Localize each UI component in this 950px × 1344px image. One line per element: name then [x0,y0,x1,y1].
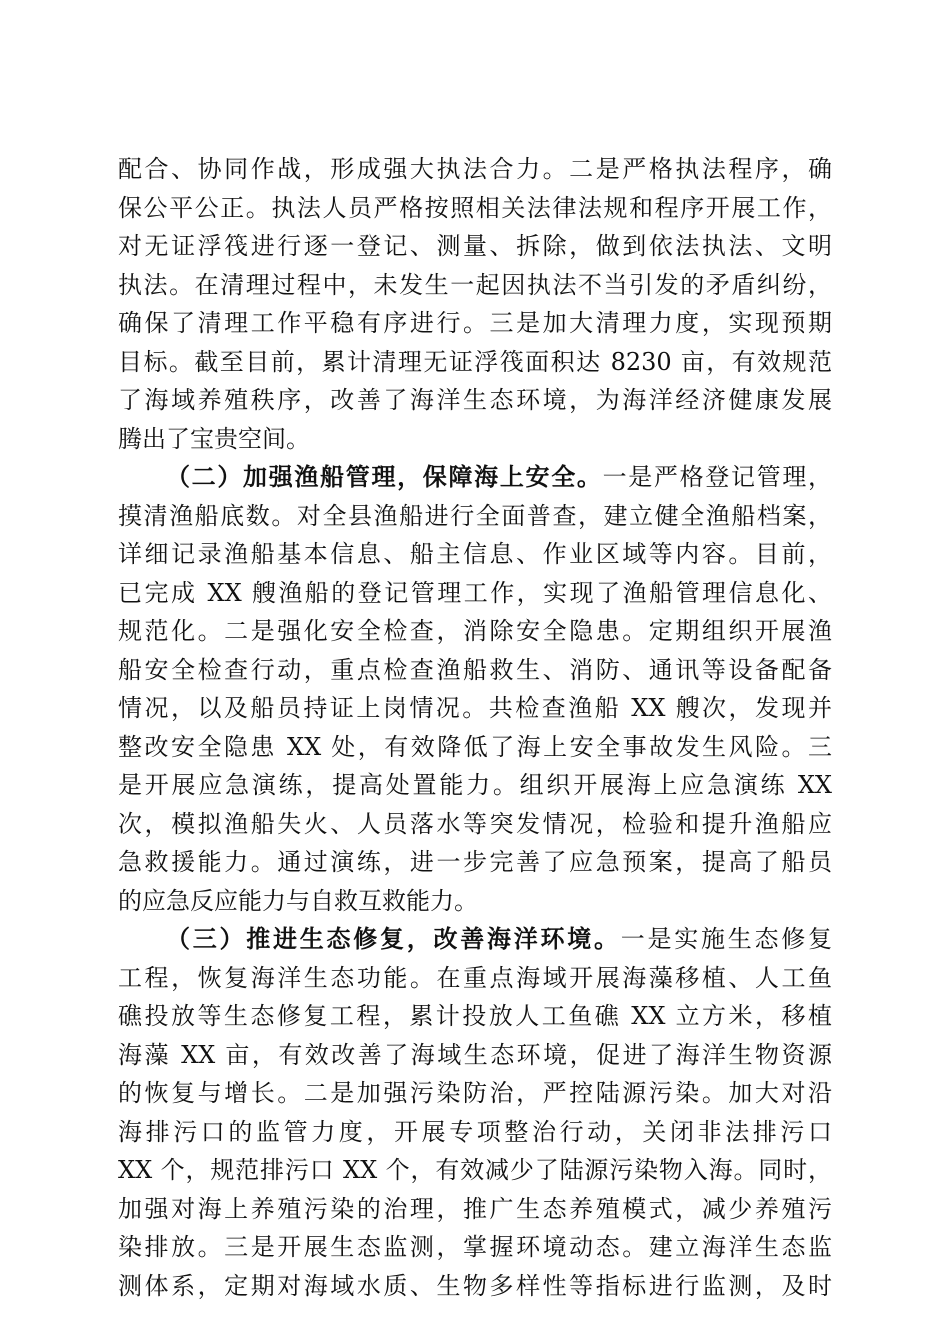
section-first-line [118,458,832,497]
text-line: 急救援能力。通过演练，进一步完善了应急预案，提高了船员 [118,848,832,876]
text-line: 染排放。三是开展生态监测，掌握环境动态。建立海洋生态监 [118,1233,832,1261]
section-first-line [118,920,832,959]
text-line: 对无证浮筏进行逐一登记、测量、拆除，做到依法执法、文明 [118,232,832,260]
text-line: 整改安全隐患 XX 处，有效降低了海上安全事故发生风险。三 [118,732,832,761]
section-fishing-boat-management [118,458,832,920]
text-line: 目标。截至目前，累计清理无证浮筏面积达 8230 亩，有效规范 [118,347,832,376]
text-line: 确保了清理工作平稳有序进行。三是加大清理力度，实现预期 [118,309,832,337]
text-line: XX 个，规范排污口 XX 个，有效减少了陆源污染物入海。同时， [118,1156,832,1184]
text-line: 船安全检查行动，重点检查渔船救生、消防、通讯等设备配备 [118,655,832,684]
text-line: 海排污口的监管力度，开展专项整治行动，关闭非法排污口 [118,1117,832,1146]
text-line: 测体系，定期对海域水质、生物多样性等指标进行监测，及时 [118,1271,832,1300]
text-line: 详细记录渔船基本信息、船主信息、作业区域等内容。目前， [118,540,832,568]
text-line: 腾出了宝贵空间。 [118,424,310,453]
text-line: 海藻 XX 亩，有效改善了海域生态环境，促进了海洋生物资源 [118,1040,832,1069]
text-line: 的恢复与增长。二是加强污染防治，严控陆源污染。加大对沿 [118,1079,832,1107]
text-line: 的应急反应能力与自救互救能力。 [118,886,478,915]
text-line: 礁投放等生态修复工程，累计投放人工鱼礁 XX 立方米，移植 [118,1002,832,1030]
section-first-text: 一是实施生态修复 [620,925,832,953]
text-line: 摸清渔船底数。对全县渔船进行全面普查，建立健全渔船档案， [118,501,832,530]
text-line: 保公平公正。执法人员严格按照相关法律法规和程序开展工作， [118,193,832,222]
text-line: 配合、协同作战，形成强大执法合力。二是严格执法程序，确 [118,155,832,183]
text-line: 加强对海上养殖污染的治理，推广生态养殖模式，减少养殖污 [118,1194,832,1223]
text-line: 工程，恢复海洋生态功能。在重点海域开展海藻移植、人工鱼 [118,963,832,992]
section-heading: （二）加强渔船管理，保障海上安全。 [166,462,603,491]
document-body [118,150,832,1305]
section-first-text: 一是严格登记管理， [602,463,833,491]
text-line: 次，模拟渔船失火、人员落水等突发情况，检验和提升渔船应 [118,809,832,838]
section-ecological-restoration [118,920,832,1305]
section-heading: （三）推进生态修复，改善海洋环境。 [166,924,621,953]
text-line: 执法。在清理过程中，未发生一起因执法不当引发的矛盾纠纷， [118,270,832,299]
text-line: 规范化。二是强化安全检查，消除安全隐患。定期组织开展渔 [118,617,832,645]
text-line: 是开展应急演练，提高处置能力。组织开展海上应急演练 XX [118,771,832,799]
text-line: 已完成 XX 艘渔船的登记管理工作，实现了渔船管理信息化、 [118,578,832,607]
paragraph-enforcement [118,150,832,458]
text-line: 情况，以及船员持证上岗情况。共检查渔船 XX 艘次，发现并 [118,694,832,722]
text-line: 了海域养殖秩序，改善了海洋生态环境，为海洋经济健康发展 [118,386,832,414]
